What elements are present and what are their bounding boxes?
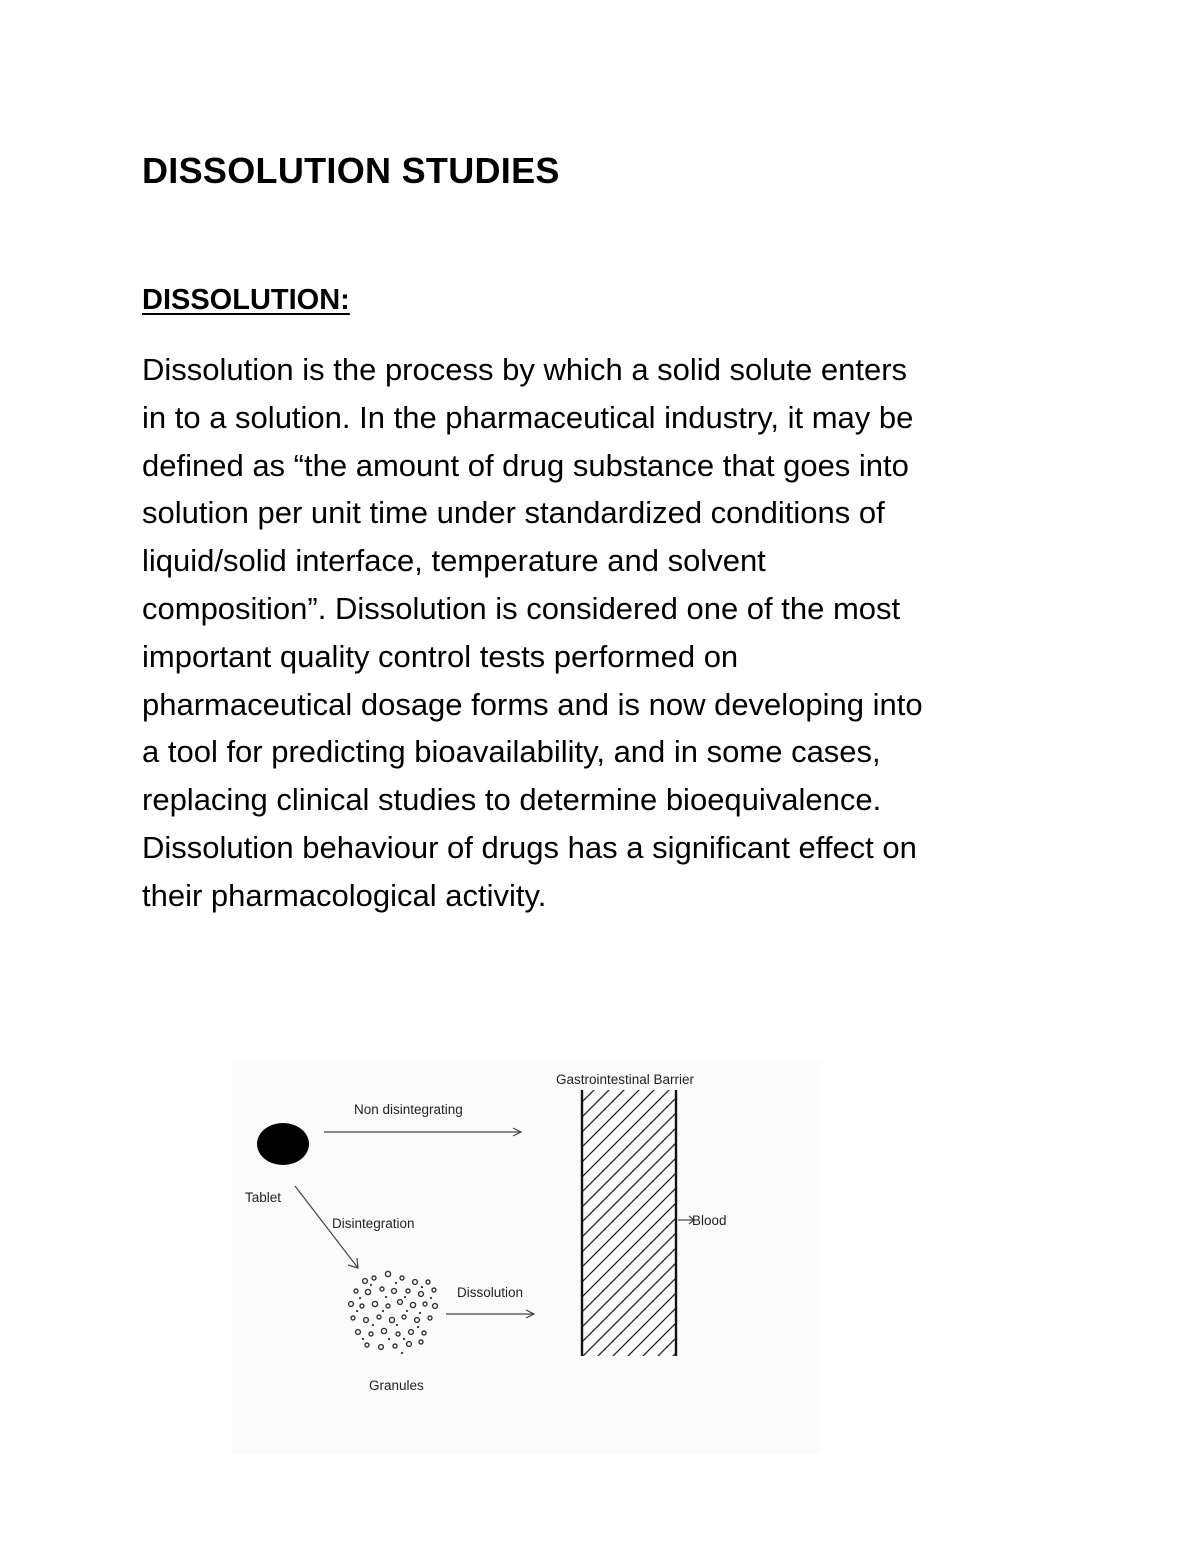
paragraph-line: in to a solution. In the pharmaceutical industry, it may be (142, 399, 914, 435)
section-heading-dissolution: DISSOLUTION: (142, 284, 350, 316)
paragraph-line: defined as “the amount of drug substance that goes into (142, 447, 909, 483)
paragraph-line: replacing clinical studies to determine bioequivalence. (142, 782, 882, 818)
dissolution-label: Dissolution (457, 1285, 524, 1300)
tablet-shape (257, 1123, 309, 1165)
paragraph-line: a tool for predicting bioavailability, and in some cases, (142, 734, 881, 770)
barrier-label: Gastrointestinal Barrier (556, 1072, 695, 1087)
tablet-label: Tablet (245, 1190, 282, 1205)
paragraph-line: Dissolution is the process by which a solid solute enters (142, 352, 908, 387)
paragraph-line: pharmaceutical dosage forms and is now developing into (142, 686, 923, 722)
disintegration-label: Disintegration (332, 1216, 415, 1231)
non-disintegrating-label: Non disintegrating (354, 1102, 463, 1117)
dissolution-arrow (446, 1310, 534, 1318)
gastrointestinal-barrier (582, 1090, 676, 1356)
paragraph-line: important quality control tests performed on (142, 638, 739, 674)
diagram-svg (232, 1062, 820, 1454)
paragraph-line: Dissolution behaviour of drugs has a significant effect on (142, 829, 917, 865)
paragraph-line: composition”. Dissolution is considered one of the most (142, 590, 901, 626)
non-disintegrating-arrow (324, 1128, 521, 1136)
page-title: DISSOLUTION STUDIES (142, 150, 560, 191)
definition-paragraph (142, 346, 1072, 920)
paragraph-line: their pharmacological activity. (142, 877, 547, 913)
paragraph-line: liquid/solid interface, temperature and solvent (142, 543, 766, 579)
granules-cluster (349, 1271, 438, 1349)
dissolution-process-diagram (232, 1062, 820, 1454)
granules-label: Granules (369, 1378, 424, 1393)
blood-label: Blood (692, 1213, 727, 1228)
paragraph-line: solution per unit time under standardized conditions of (142, 495, 885, 531)
